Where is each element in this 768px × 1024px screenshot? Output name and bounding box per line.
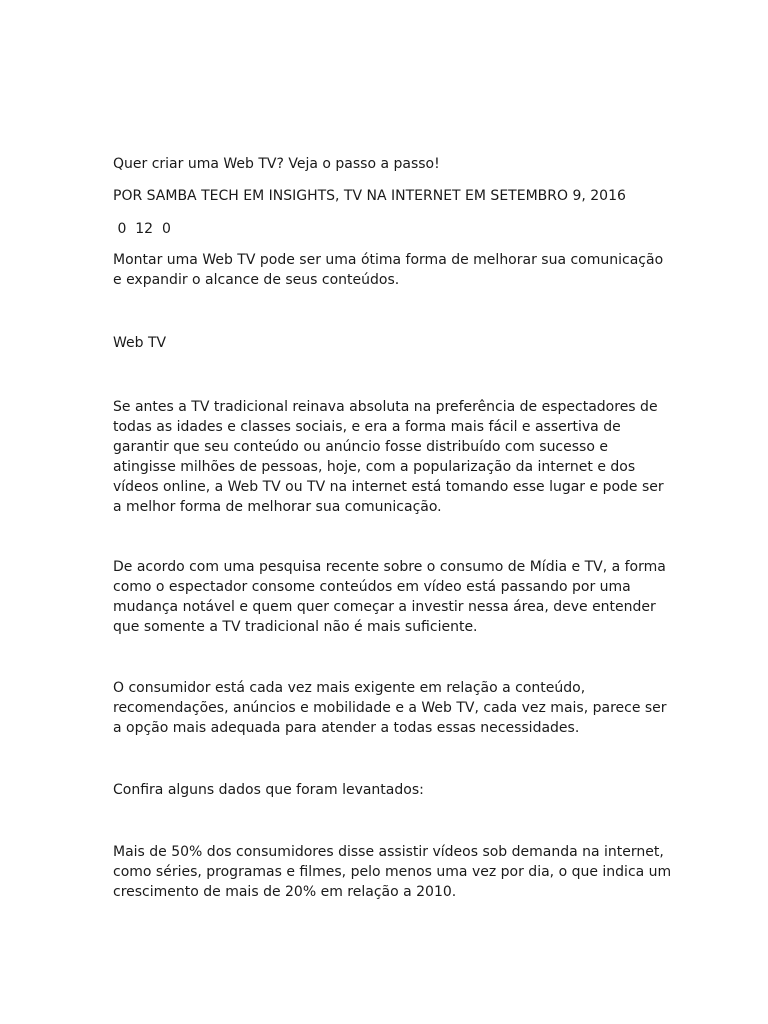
article-byline: POR SAMBA TECH EM INSIGHTS, TV NA INTERNET EM SETEMBRO 9, 2016 (113, 188, 626, 204)
paragraph-consumer: O consumidor está cada vez mais exigente em relação a conteúdo, recomendações, anúncios e mobilidade e a Web TV, cada vez mais, parece ser a opção mais adequada para atender a todas essas necessidades. (113, 680, 667, 736)
paragraph-research: De acordo com uma pesquisa recente sobre o consumo de Mídia e TV, a forma como o espectador consome conteúdos em vídeo está passando por uma mudança notável e quem quer começar a investir nessa área, deve entender que somente a TV tradicional não é mais suficiente. (113, 559, 666, 635)
share-counts: 0 12 0 (113, 221, 171, 237)
paragraph-traditional-tv: Se antes a TV tradicional reinava absoluta na preferência de espectadores de todas as idades e classes sociais, e era a forma mais fácil e assertiva de garantir que seu conteúdo ou anúncio fosse distribuído com sucesso e atingisse milhões de pessoas, hoje, com a popularização da internet e dos vídeos online, a Web TV ou TV na internet está tomando esse lugar e pode ser a melhor forma de melhorar sua comunicação. (113, 399, 664, 515)
paragraph-data-intro: Confira alguns dados que foram levantados: (113, 782, 424, 798)
paragraph-statistics: Mais de 50% dos consumidores disse assistir vídeos sob demanda na internet, como séries, programas e filmes, pelo menos uma vez por dia, o que indica um crescimento de mais de 20% em relação a 2010. (113, 844, 672, 900)
article-title: Quer criar uma Web TV? Veja o passo a passo! (113, 156, 440, 172)
article-intro: Montar uma Web TV pode ser uma ótima forma de melhorar sua comunicação e expandir o alcance de seus conteúdos. (113, 252, 664, 288)
section-heading: Web TV (113, 335, 167, 351)
